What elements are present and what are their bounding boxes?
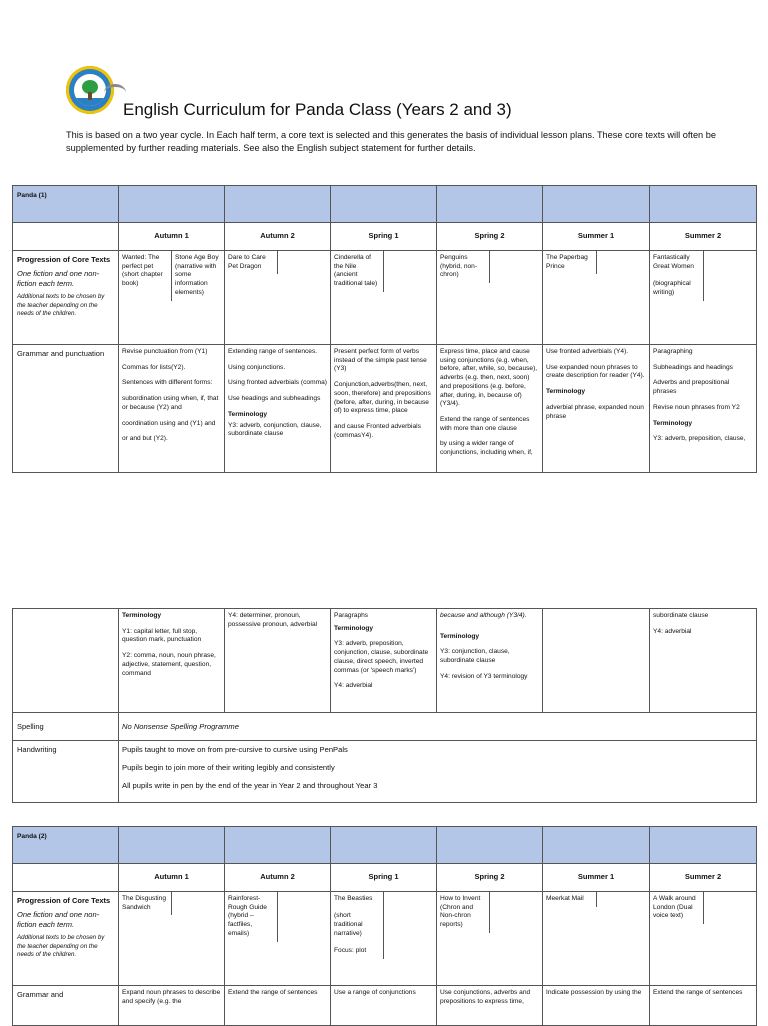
terminology-cell-summer-1 [543,609,650,713]
core-text-cell: A Walk around London (Dual voice text) [653,895,696,920]
term-spring-1: Spring 1 [331,223,437,251]
core-text-cell: Fantastically Great Women (biographical writing) [653,254,694,296]
core-text-cell: Wanted: The perfect pet (short chapter book) [122,254,163,288]
panda1-continued-table [12,608,757,803]
core-text-cell: Stone Age Boy (narrative with some information elements) [171,251,224,301]
panda2-title: Panda (2) [13,827,119,864]
term-spring-1: Spring 1 [331,864,437,892]
core-texts-label: Progression of Core Texts One fiction and one non-fiction each term. Additional texts to be chosen by the teacher depending on the needs of the children. [13,892,119,986]
core-texts-label: Progression of Core Texts One fiction and one non-fiction each term. Additional texts to be chosen by the teacher depending on the needs of the children. [13,251,119,345]
terminology-cell-autumn-1: Terminology Y1: capital letter, full stop, question mark, punctuation Y2: comma, noun, noun phrase, adjective, statement, question, command [119,609,225,713]
core-text-cell [383,892,436,959]
core-text-cell: Cinderella of the Nile (ancient traditional tale) [334,254,378,288]
spelling-value: No Nonsense Spelling Programme [119,713,757,741]
grammar-cell-spring-1: Present perfect form of verbs instead of the simple past tense (Y3) Conjunction,adverbs(then, next, soon, therefore) and prepositions (before, after, during, in because of) to express time, place and cause Fronted adverbials (commasY4). [331,345,437,473]
logo-emblem [74,74,106,106]
terminology-cell-spring-2: because and although (Y3/4). Terminology Y3: conjunction, clause, subordinate clause Y4: revision of Y3 terminology [437,609,543,713]
term-summer-1: Summer 1 [543,864,650,892]
core-text-cell: How to Invent (Chron and Non-chron reports) [440,895,481,929]
handwriting-label: Handwriting [13,741,119,803]
grammar-cell-summer-2: Extend the range of sentences [650,986,757,1026]
core-text-cell [703,892,757,924]
core-text-cell: Dare to Care Pet Dragon [228,254,266,270]
grammar-cell-spring-2: Express time, place and cause using conjunctions (e.g. when, before, after, while, so, because), adverbs (e.g. then, next, soon) and prepositions (e.g. before, after, during, in, because of) (Y3/4). Extend the range of sentences with more than one clause by using a wider range of conjunctions, including when, if, [437,345,543,473]
terminology-cell-summer-2: subordinate clause Y4: adverbial [650,609,757,713]
intro-paragraph: This is based on a two year cycle. In Each half term, a core text is selected and this generates the basis of individual lesson plans. These core texts will often be supplemented by further reading materials. See also the English subject statement for further details. [66,130,716,153]
panda1-title: Panda (1) [13,186,119,223]
core-text-cell: Rainforest-Rough Guide (hybrid – factfiles, emails) [228,895,267,937]
core-text-cell: The Disgusting Sandwich [122,895,166,911]
core-text-cell [277,892,330,942]
grammar-cell-autumn-2: Extending range of sentences. Using conjunctions. Using fronted adverbials (comma) Use headings and subheadings Terminology Y3: adverb, conjunction, clause, subordinate clause [225,345,331,473]
term-summer-2: Summer 2 [650,223,757,251]
grammar-cell-spring-2: Use conjunctions, adverbs and prepositions to express time, [437,986,543,1026]
term-summer-1: Summer 1 [543,223,650,251]
core-text-cell [277,251,330,274]
grammar-label: Grammar and punctuation [13,345,119,473]
term-autumn-2: Autumn 2 [225,864,331,892]
term-spring-2: Spring 2 [437,223,543,251]
core-text-cell [596,892,650,907]
panda1-table [12,185,757,473]
grammar-cell-summer-1: Indicate possession by using the [543,986,650,1026]
panda2-table [12,826,757,1026]
term-autumn-1: Autumn 1 [119,223,225,251]
grammar-label: Grammar and [13,986,119,1026]
grammar-cell-autumn-2: Extend the range of sentences [225,986,331,1026]
core-text-cell: The Paperbag Prince [546,254,588,270]
term-autumn-1: Autumn 1 [119,864,225,892]
terminology-cell-autumn-2: Y4: determiner, pronoun, possessive pronoun, adverbial [225,609,331,713]
core-text-cell [383,251,436,292]
core-text-cell [171,892,224,915]
grammar-cell-summer-2: Paragraphing Subheadings and headings Adverbs and prepositional phrases Revise noun phrases from Y2 Terminology Y3: adverb, preposition, clause, [650,345,757,473]
core-text-cell [489,251,542,283]
page-title: English Curriculum for Panda Class (Years 2 and 3) [123,100,512,119]
logo-swoosh-icon [104,84,126,101]
term-autumn-2: Autumn 2 [225,223,331,251]
grammar-cell-spring-1: Use a range of conjunctions [331,986,437,1026]
spelling-label: Spelling [13,713,119,741]
core-text-cell [596,251,650,274]
core-text-cell: Penguins (hybrid, non-chron) [440,254,478,279]
term-summer-2: Summer 2 [650,864,757,892]
grammar-cell-autumn-1: Revise punctuation from (Y1) Commas for lists(Y2). Sentences with different forms: subordination using when, if, that or because (Y2) and coordination using and (Y1) and or and but (Y2). [119,345,225,473]
handwriting-value: Pupils taught to move on from pre-cursive to cursive using PenPals Pupils begin to join more of their writing legibly and consistently All pupils write in pen by the end of the year in Year 2 and throughout Year 3 [119,741,757,803]
core-text-cell [489,892,542,933]
grammar-cell-summer-1: Use fronted adverbials (Y4). Use expanded noun phrases to create description for reader (Y4). Terminology adverbial phrase, expanded noun phrase [543,345,650,473]
grammar-cell-autumn-1: Expand noun phrases to describe and specify (e.g. the [119,986,225,1026]
term-spring-2: Spring 2 [437,864,543,892]
core-text-cell: The Beasties (short traditional narrative) Focus: plot [334,895,373,955]
terminology-cell-spring-1: Paragraphs Terminology Y3: adverb, preposition, conjunction, clause, subordinate clause, direct speech, inverted commas (or 'speech marks') Y4: adverbial [331,609,437,713]
core-text-cell: Meerkat Mail [546,895,584,902]
core-text-cell [703,251,757,301]
